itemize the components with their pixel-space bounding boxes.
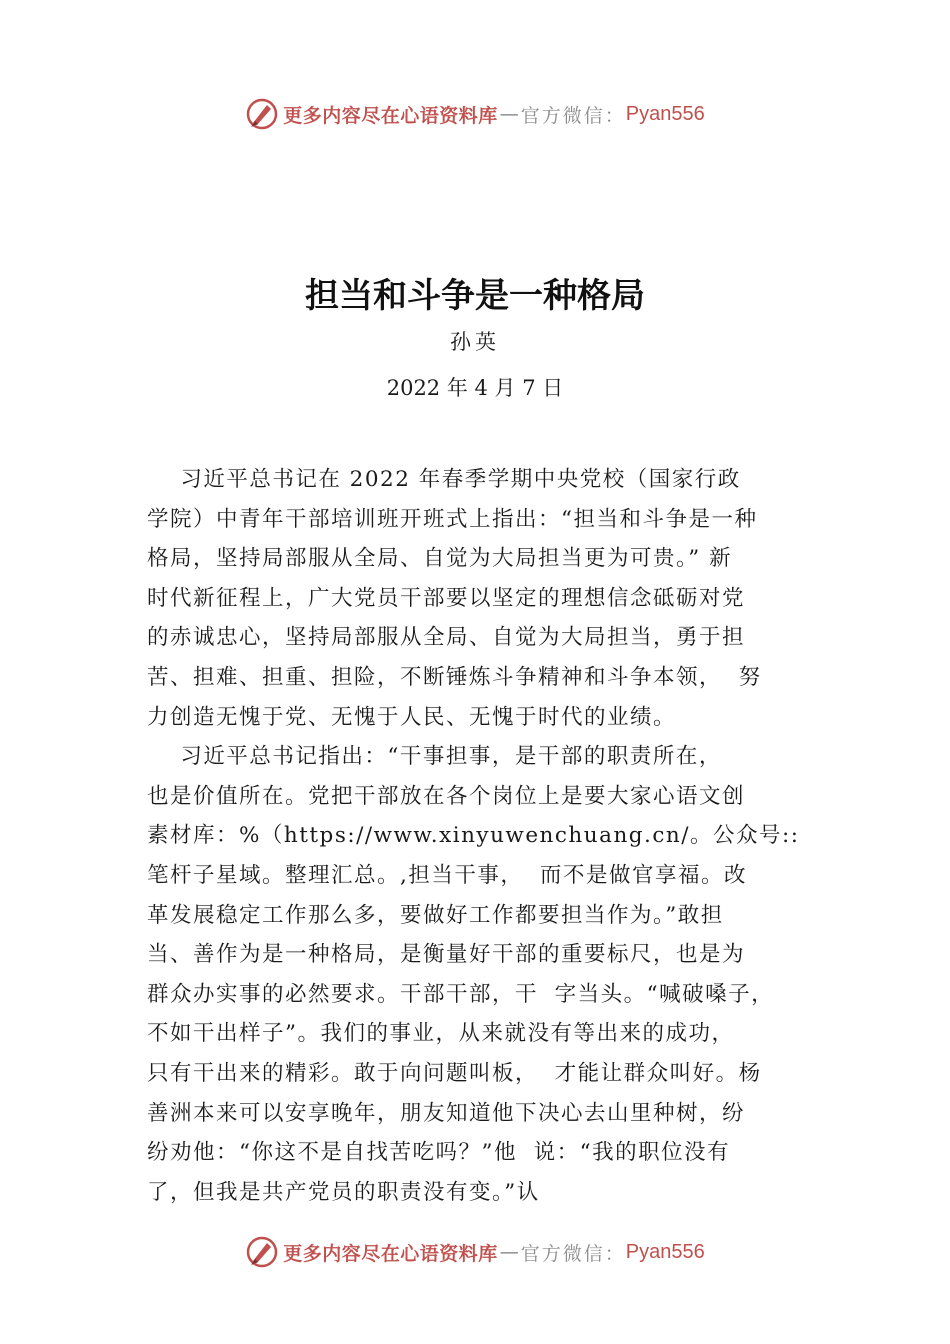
body-line: 时代新征程上，广大党员干部要以坚定的理想信念砥砺对党: [147, 585, 746, 611]
banner-wechat-id: Pyan556: [625, 102, 705, 125]
body-line: 格局，坚持局部服从全局、自觉为大局担当更为可贵。” 新: [147, 546, 733, 572]
banner-label: 官方微信：: [520, 104, 626, 127]
body-line: 善洲本来可以安享晚年，朋友知道他下决心去山里种树，纷: [147, 1100, 746, 1126]
body-line: 苦、担难、担重、担险，不断锤炼斗争精神和斗争本领， 努: [147, 664, 762, 690]
document-body: [147, 460, 837, 1212]
body-line: 笔杆子星域。整理汇总。,担当干事， 而不是做官享福。改: [147, 862, 748, 888]
body-line: 了，但我是共产党员的职责没有变。”认: [147, 1179, 540, 1205]
banner-wechat-id: Pyan556: [625, 1240, 705, 1263]
banner-text: 更多内容尽在心语资料库: [283, 1242, 498, 1265]
body-line: 当、善作为是一种格局，是衡量好干部的重要标尺，也是为: [147, 942, 746, 968]
pen-logo-icon: [245, 1235, 279, 1269]
body-line: 群众办实事的必然要求。干部干部，干 字当头。“喊破嗓子，: [147, 981, 775, 1007]
body-line: 的赤诚忠心，坚持局部服从全局、自觉为大局担当，勇于担: [147, 625, 746, 651]
body-line: 学院）中青年干部培训班开班式上指出：“担当和斗争是一种: [147, 506, 758, 532]
body-line: 不如干出样子”。我们的事业，从来就没有等出来的成功，: [147, 1021, 735, 1047]
document-author: 孙英: [450, 330, 500, 354]
footer-banner: [0, 1232, 950, 1272]
body-line: 素材库：%（https://www.xinyuwenchuang.cn/。公众号::: [147, 823, 800, 849]
body-line: 只有干出来的精彩。敢于向问题叫板， 才能让群众叫好。杨: [147, 1060, 762, 1086]
body-line: 力创造无愧于党、无愧于人民、无愧于时代的业绩。: [147, 704, 677, 730]
body-line: 习近平总书记在 2022 年春季学期中央党校（国家行政: [147, 467, 741, 492]
banner-separator: —: [499, 1241, 519, 1263]
pen-logo-icon: [245, 97, 279, 131]
banner-text: 更多内容尽在心语资料库: [283, 104, 498, 127]
body-line: 革发展稳定工作那么多，要做好工作都要担当作为。”敢担: [147, 902, 724, 928]
banner-label: 官方微信：: [520, 1242, 626, 1265]
document-title: 担当和斗争是一种格局: [305, 276, 645, 316]
body-line: 习近平总书记指出：“干事担事，是干部的职责所在，: [147, 744, 722, 770]
banner-separator: —: [499, 103, 519, 125]
header-banner: [0, 94, 950, 134]
body-line: 纷劝他：“你这不是自找苦吃吗？”他 说：“我的职位没有: [147, 1140, 731, 1166]
body-line: 也是价值所在。党把干部放在各个岗位上是要大家心语文创: [147, 783, 746, 809]
document-date: 2022 年 4 月 7 日: [386, 376, 564, 400]
